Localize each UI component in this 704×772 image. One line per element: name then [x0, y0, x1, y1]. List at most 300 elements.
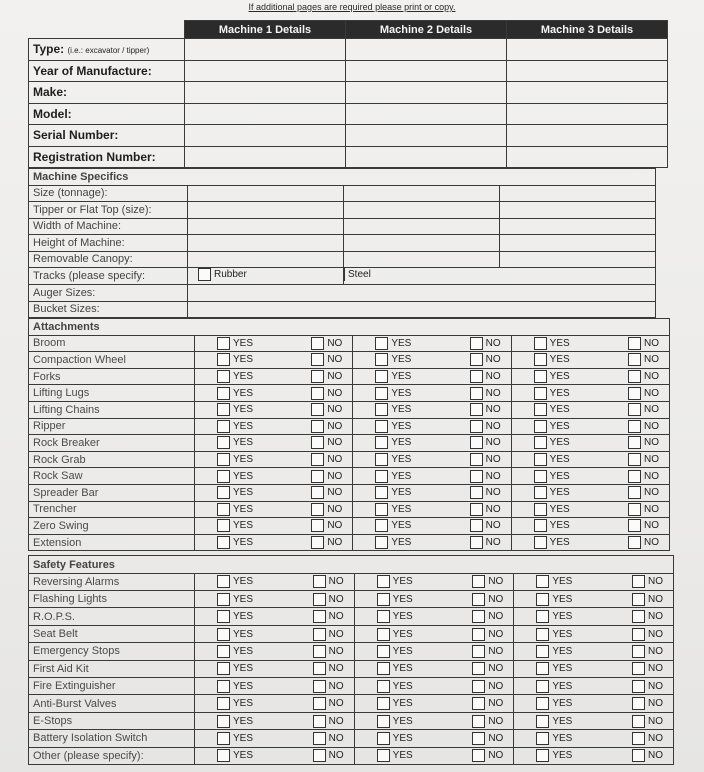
- yes-option[interactable]: [377, 697, 413, 710]
- yes-checkbox[interactable]: [375, 453, 388, 466]
- no-option[interactable]: [470, 337, 501, 350]
- yes-option[interactable]: [375, 387, 411, 400]
- no-checkbox[interactable]: [632, 697, 645, 710]
- no-checkbox[interactable]: [311, 470, 324, 483]
- no-checkbox[interactable]: [470, 486, 483, 499]
- machine-3-input-cell[interactable]: [507, 39, 668, 61]
- no-checkbox[interactable]: [313, 593, 326, 606]
- no-option[interactable]: [311, 503, 342, 516]
- yes-checkbox[interactable]: [217, 403, 230, 416]
- no-checkbox[interactable]: [472, 645, 485, 658]
- yes-option[interactable]: [217, 486, 253, 499]
- yes-option[interactable]: [375, 403, 411, 416]
- no-checkbox[interactable]: [470, 403, 483, 416]
- yes-checkbox[interactable]: [534, 453, 547, 466]
- yes-checkbox[interactable]: [217, 370, 230, 383]
- machine-3-input-cell[interactable]: [507, 82, 668, 104]
- no-option[interactable]: [472, 715, 503, 728]
- yes-option[interactable]: [217, 536, 253, 549]
- machine-2-input-cell[interactable]: [346, 82, 507, 104]
- no-option[interactable]: [470, 387, 501, 400]
- machine-2-input-cell[interactable]: [346, 125, 507, 147]
- no-checkbox[interactable]: [313, 662, 326, 675]
- no-option[interactable]: [472, 732, 503, 745]
- machine-1-input-cell[interactable]: [185, 125, 346, 147]
- yes-option[interactable]: [534, 503, 570, 516]
- machine-3-input-cell[interactable]: [500, 251, 656, 268]
- yes-option[interactable]: [375, 337, 411, 350]
- yes-checkbox[interactable]: [217, 610, 230, 623]
- no-checkbox[interactable]: [628, 536, 641, 549]
- no-checkbox[interactable]: [470, 387, 483, 400]
- no-option[interactable]: [470, 403, 501, 416]
- no-option[interactable]: [470, 436, 501, 449]
- yes-checkbox[interactable]: [377, 697, 390, 710]
- yes-checkbox[interactable]: [377, 680, 390, 693]
- no-checkbox[interactable]: [632, 662, 645, 675]
- yes-checkbox[interactable]: [377, 610, 390, 623]
- no-checkbox[interactable]: [472, 575, 485, 588]
- yes-checkbox[interactable]: [534, 353, 547, 366]
- no-option[interactable]: [472, 610, 503, 623]
- no-option[interactable]: [311, 353, 342, 366]
- yes-checkbox[interactable]: [217, 697, 230, 710]
- no-option[interactable]: [628, 436, 659, 449]
- yes-checkbox[interactable]: [534, 536, 547, 549]
- no-checkbox[interactable]: [632, 575, 645, 588]
- no-checkbox[interactable]: [311, 486, 324, 499]
- yes-checkbox[interactable]: [217, 749, 230, 762]
- no-checkbox[interactable]: [472, 593, 485, 606]
- no-checkbox[interactable]: [470, 470, 483, 483]
- machine-3-input-cell[interactable]: [500, 185, 656, 202]
- yes-checkbox[interactable]: [217, 337, 230, 350]
- yes-option[interactable]: [217, 470, 253, 483]
- yes-option[interactable]: [377, 749, 413, 762]
- no-option[interactable]: [313, 715, 344, 728]
- yes-option[interactable]: [536, 610, 572, 623]
- machine-2-input-cell[interactable]: [344, 218, 500, 235]
- yes-checkbox[interactable]: [534, 403, 547, 416]
- no-checkbox[interactable]: [313, 697, 326, 710]
- yes-checkbox[interactable]: [536, 715, 549, 728]
- yes-checkbox[interactable]: [377, 645, 390, 658]
- yes-option[interactable]: [217, 337, 253, 350]
- no-option[interactable]: [311, 403, 342, 416]
- machine-2-input-cell[interactable]: [344, 202, 500, 219]
- no-checkbox[interactable]: [628, 337, 641, 350]
- yes-option[interactable]: [217, 593, 253, 606]
- no-checkbox[interactable]: [313, 732, 326, 745]
- specifics-input-cell[interactable]: [188, 301, 656, 318]
- yes-checkbox[interactable]: [534, 503, 547, 516]
- no-option[interactable]: [472, 645, 503, 658]
- no-checkbox[interactable]: [313, 749, 326, 762]
- yes-option[interactable]: [534, 420, 570, 433]
- no-option[interactable]: [632, 732, 663, 745]
- machine-2-input-cell[interactable]: [346, 39, 507, 61]
- no-option[interactable]: [313, 749, 344, 762]
- yes-checkbox[interactable]: [536, 749, 549, 762]
- no-checkbox[interactable]: [472, 749, 485, 762]
- no-option[interactable]: [311, 536, 342, 549]
- no-checkbox[interactable]: [313, 610, 326, 623]
- machine-1-input-cell[interactable]: [185, 146, 346, 168]
- checkbox[interactable]: [344, 268, 346, 281]
- no-option[interactable]: [632, 645, 663, 658]
- yes-option[interactable]: [377, 715, 413, 728]
- yes-checkbox[interactable]: [536, 593, 549, 606]
- yes-option[interactable]: [375, 519, 411, 532]
- no-checkbox[interactable]: [470, 536, 483, 549]
- no-option[interactable]: [628, 470, 659, 483]
- no-option[interactable]: [632, 610, 663, 623]
- yes-checkbox[interactable]: [534, 486, 547, 499]
- machine-3-input-cell[interactable]: [500, 202, 656, 219]
- no-option[interactable]: [313, 680, 344, 693]
- yes-checkbox[interactable]: [536, 732, 549, 745]
- yes-checkbox[interactable]: [217, 645, 230, 658]
- yes-checkbox[interactable]: [217, 575, 230, 588]
- yes-option[interactable]: [377, 575, 413, 588]
- yes-checkbox[interactable]: [375, 470, 388, 483]
- yes-option[interactable]: [534, 486, 570, 499]
- machine-1-input-cell[interactable]: [185, 103, 346, 125]
- no-option[interactable]: [470, 470, 501, 483]
- yes-checkbox[interactable]: [377, 715, 390, 728]
- no-option[interactable]: [470, 420, 501, 433]
- yes-option[interactable]: [534, 370, 570, 383]
- no-checkbox[interactable]: [313, 628, 326, 641]
- machine-3-input-cell[interactable]: [507, 103, 668, 125]
- yes-option[interactable]: [375, 536, 411, 549]
- yes-option[interactable]: [534, 436, 570, 449]
- no-checkbox[interactable]: [472, 680, 485, 693]
- no-checkbox[interactable]: [632, 680, 645, 693]
- yes-checkbox[interactable]: [377, 662, 390, 675]
- yes-checkbox[interactable]: [377, 628, 390, 641]
- machine-2-input-cell[interactable]: [344, 235, 500, 252]
- no-option[interactable]: [628, 403, 659, 416]
- no-checkbox[interactable]: [628, 453, 641, 466]
- yes-checkbox[interactable]: [217, 536, 230, 549]
- yes-option[interactable]: [536, 575, 572, 588]
- yes-option[interactable]: [375, 436, 411, 449]
- no-checkbox[interactable]: [472, 610, 485, 623]
- no-option[interactable]: [472, 628, 503, 641]
- yes-checkbox[interactable]: [375, 353, 388, 366]
- yes-checkbox[interactable]: [375, 337, 388, 350]
- no-checkbox[interactable]: [470, 370, 483, 383]
- no-checkbox[interactable]: [628, 436, 641, 449]
- machine-1-input-cell[interactable]: [188, 185, 344, 202]
- no-checkbox[interactable]: [632, 749, 645, 762]
- no-option[interactable]: [311, 370, 342, 383]
- yes-checkbox[interactable]: [377, 575, 390, 588]
- yes-checkbox[interactable]: [217, 715, 230, 728]
- no-option[interactable]: [311, 337, 342, 350]
- no-option[interactable]: [628, 519, 659, 532]
- yes-checkbox[interactable]: [217, 453, 230, 466]
- yes-option[interactable]: [534, 403, 570, 416]
- specifics-input-cell[interactable]: [188, 285, 656, 302]
- yes-checkbox[interactable]: [217, 387, 230, 400]
- no-checkbox[interactable]: [472, 732, 485, 745]
- no-option[interactable]: [313, 628, 344, 641]
- no-option[interactable]: [472, 593, 503, 606]
- yes-checkbox[interactable]: [375, 387, 388, 400]
- yes-checkbox[interactable]: [375, 436, 388, 449]
- no-checkbox[interactable]: [311, 453, 324, 466]
- no-checkbox[interactable]: [470, 420, 483, 433]
- yes-checkbox[interactable]: [217, 593, 230, 606]
- no-checkbox[interactable]: [472, 628, 485, 641]
- no-option[interactable]: [632, 715, 663, 728]
- yes-option[interactable]: [217, 519, 253, 532]
- machine-2-input-cell[interactable]: [346, 146, 507, 168]
- yes-option[interactable]: [217, 662, 253, 675]
- yes-checkbox[interactable]: [217, 680, 230, 693]
- no-option[interactable]: [632, 749, 663, 762]
- machine-3-input-cell[interactable]: [500, 218, 656, 235]
- no-option[interactable]: [628, 370, 659, 383]
- yes-option[interactable]: [536, 593, 572, 606]
- no-option[interactable]: [472, 749, 503, 762]
- yes-checkbox[interactable]: [375, 486, 388, 499]
- no-option[interactable]: [632, 662, 663, 675]
- no-option[interactable]: [632, 628, 663, 641]
- yes-option[interactable]: [217, 715, 253, 728]
- machine-1-input-cell[interactable]: [188, 218, 344, 235]
- yes-option[interactable]: [217, 575, 253, 588]
- machine-2-input-cell[interactable]: [346, 103, 507, 125]
- no-option[interactable]: [311, 470, 342, 483]
- yes-checkbox[interactable]: [375, 403, 388, 416]
- no-option[interactable]: [470, 370, 501, 383]
- no-option[interactable]: [632, 680, 663, 693]
- yes-option[interactable]: [217, 370, 253, 383]
- yes-checkbox[interactable]: [217, 470, 230, 483]
- no-option[interactable]: [470, 536, 501, 549]
- no-option[interactable]: [470, 503, 501, 516]
- no-option[interactable]: [311, 420, 342, 433]
- yes-option[interactable]: [217, 749, 253, 762]
- machine-1-input-cell[interactable]: [188, 202, 344, 219]
- yes-checkbox[interactable]: [534, 420, 547, 433]
- no-checkbox[interactable]: [470, 519, 483, 532]
- no-option[interactable]: [470, 486, 501, 499]
- no-checkbox[interactable]: [311, 370, 324, 383]
- yes-option[interactable]: [375, 470, 411, 483]
- no-checkbox[interactable]: [313, 575, 326, 588]
- yes-checkbox[interactable]: [375, 503, 388, 516]
- no-checkbox[interactable]: [311, 420, 324, 433]
- no-checkbox[interactable]: [628, 519, 641, 532]
- no-option[interactable]: [311, 436, 342, 449]
- no-checkbox[interactable]: [313, 645, 326, 658]
- yes-checkbox[interactable]: [217, 353, 230, 366]
- no-option[interactable]: [632, 575, 663, 588]
- yes-option[interactable]: [536, 680, 572, 693]
- machine-2-input-cell[interactable]: [344, 251, 500, 268]
- no-option[interactable]: [628, 353, 659, 366]
- yes-option[interactable]: [536, 749, 572, 762]
- no-checkbox[interactable]: [313, 680, 326, 693]
- tracks-rubber-option[interactable]: [198, 268, 247, 281]
- yes-option[interactable]: [217, 436, 253, 449]
- yes-checkbox[interactable]: [534, 337, 547, 350]
- no-option[interactable]: [313, 662, 344, 675]
- no-checkbox[interactable]: [628, 420, 641, 433]
- yes-option[interactable]: [217, 353, 253, 366]
- no-checkbox[interactable]: [470, 436, 483, 449]
- no-option[interactable]: [313, 645, 344, 658]
- no-option[interactable]: [311, 453, 342, 466]
- no-checkbox[interactable]: [470, 453, 483, 466]
- machine-2-input-cell[interactable]: [346, 60, 507, 82]
- yes-checkbox[interactable]: [536, 645, 549, 658]
- no-checkbox[interactable]: [632, 715, 645, 728]
- yes-option[interactable]: [375, 353, 411, 366]
- yes-option[interactable]: [534, 519, 570, 532]
- no-checkbox[interactable]: [628, 470, 641, 483]
- yes-option[interactable]: [377, 628, 413, 641]
- no-option[interactable]: [311, 519, 342, 532]
- yes-checkbox[interactable]: [536, 697, 549, 710]
- no-checkbox[interactable]: [311, 503, 324, 516]
- yes-checkbox[interactable]: [534, 387, 547, 400]
- yes-option[interactable]: [217, 403, 253, 416]
- no-option[interactable]: [313, 732, 344, 745]
- yes-option[interactable]: [534, 536, 570, 549]
- yes-checkbox[interactable]: [217, 436, 230, 449]
- no-option[interactable]: [472, 575, 503, 588]
- yes-checkbox[interactable]: [377, 732, 390, 745]
- yes-checkbox[interactable]: [536, 575, 549, 588]
- yes-checkbox[interactable]: [217, 486, 230, 499]
- no-option[interactable]: [628, 337, 659, 350]
- no-checkbox[interactable]: [311, 536, 324, 549]
- yes-option[interactable]: [377, 662, 413, 675]
- yes-option[interactable]: [217, 420, 253, 433]
- yes-option[interactable]: [217, 610, 253, 623]
- yes-option[interactable]: [217, 453, 253, 466]
- yes-option[interactable]: [375, 453, 411, 466]
- no-option[interactable]: [470, 519, 501, 532]
- yes-checkbox[interactable]: [534, 370, 547, 383]
- no-option[interactable]: [628, 453, 659, 466]
- yes-checkbox[interactable]: [536, 680, 549, 693]
- yes-option[interactable]: [534, 353, 570, 366]
- no-option[interactable]: [472, 662, 503, 675]
- no-option[interactable]: [313, 575, 344, 588]
- yes-option[interactable]: [536, 662, 572, 675]
- yes-option[interactable]: [536, 628, 572, 641]
- yes-option[interactable]: [377, 645, 413, 658]
- yes-option[interactable]: [534, 387, 570, 400]
- no-checkbox[interactable]: [311, 403, 324, 416]
- no-option[interactable]: [632, 697, 663, 710]
- no-option[interactable]: [313, 610, 344, 623]
- yes-option[interactable]: [536, 697, 572, 710]
- no-checkbox[interactable]: [311, 337, 324, 350]
- yes-option[interactable]: [534, 337, 570, 350]
- machine-1-input-cell[interactable]: [185, 39, 346, 61]
- no-checkbox[interactable]: [470, 337, 483, 350]
- no-checkbox[interactable]: [470, 503, 483, 516]
- no-checkbox[interactable]: [311, 519, 324, 532]
- no-checkbox[interactable]: [311, 436, 324, 449]
- checkbox[interactable]: [198, 268, 211, 281]
- yes-checkbox[interactable]: [375, 536, 388, 549]
- yes-checkbox[interactable]: [534, 436, 547, 449]
- no-checkbox[interactable]: [628, 370, 641, 383]
- no-checkbox[interactable]: [470, 353, 483, 366]
- yes-option[interactable]: [217, 503, 253, 516]
- yes-option[interactable]: [375, 503, 411, 516]
- machine-1-input-cell[interactable]: [188, 235, 344, 252]
- yes-option[interactable]: [217, 645, 253, 658]
- no-checkbox[interactable]: [632, 732, 645, 745]
- machine-3-input-cell[interactable]: [507, 125, 668, 147]
- no-option[interactable]: [632, 593, 663, 606]
- yes-option[interactable]: [375, 370, 411, 383]
- yes-checkbox[interactable]: [536, 610, 549, 623]
- no-checkbox[interactable]: [472, 715, 485, 728]
- yes-checkbox[interactable]: [375, 370, 388, 383]
- no-checkbox[interactable]: [313, 715, 326, 728]
- machine-1-input-cell[interactable]: [185, 60, 346, 82]
- no-checkbox[interactable]: [628, 387, 641, 400]
- yes-checkbox[interactable]: [217, 519, 230, 532]
- yes-option[interactable]: [534, 470, 570, 483]
- yes-checkbox[interactable]: [534, 470, 547, 483]
- no-checkbox[interactable]: [632, 610, 645, 623]
- yes-option[interactable]: [377, 593, 413, 606]
- yes-checkbox[interactable]: [377, 593, 390, 606]
- machine-3-input-cell[interactable]: [507, 146, 668, 168]
- no-checkbox[interactable]: [632, 593, 645, 606]
- yes-option[interactable]: [377, 732, 413, 745]
- no-option[interactable]: [628, 387, 659, 400]
- yes-option[interactable]: [217, 697, 253, 710]
- tracks-steel-option[interactable]: [344, 268, 371, 281]
- no-checkbox[interactable]: [632, 645, 645, 658]
- no-checkbox[interactable]: [632, 628, 645, 641]
- yes-option[interactable]: [217, 387, 253, 400]
- machine-1-input-cell[interactable]: [185, 82, 346, 104]
- no-checkbox[interactable]: [472, 697, 485, 710]
- no-option[interactable]: [628, 536, 659, 549]
- yes-option[interactable]: [536, 732, 572, 745]
- no-option[interactable]: [313, 593, 344, 606]
- yes-checkbox[interactable]: [217, 628, 230, 641]
- yes-checkbox[interactable]: [375, 519, 388, 532]
- no-checkbox[interactable]: [628, 486, 641, 499]
- yes-checkbox[interactable]: [375, 420, 388, 433]
- no-checkbox[interactable]: [628, 403, 641, 416]
- yes-checkbox[interactable]: [536, 628, 549, 641]
- yes-option[interactable]: [377, 610, 413, 623]
- machine-3-input-cell[interactable]: [507, 60, 668, 82]
- no-option[interactable]: [628, 420, 659, 433]
- yes-option[interactable]: [534, 453, 570, 466]
- no-checkbox[interactable]: [311, 387, 324, 400]
- yes-checkbox[interactable]: [217, 420, 230, 433]
- yes-checkbox[interactable]: [217, 662, 230, 675]
- no-checkbox[interactable]: [628, 353, 641, 366]
- machine-2-input-cell[interactable]: [344, 185, 500, 202]
